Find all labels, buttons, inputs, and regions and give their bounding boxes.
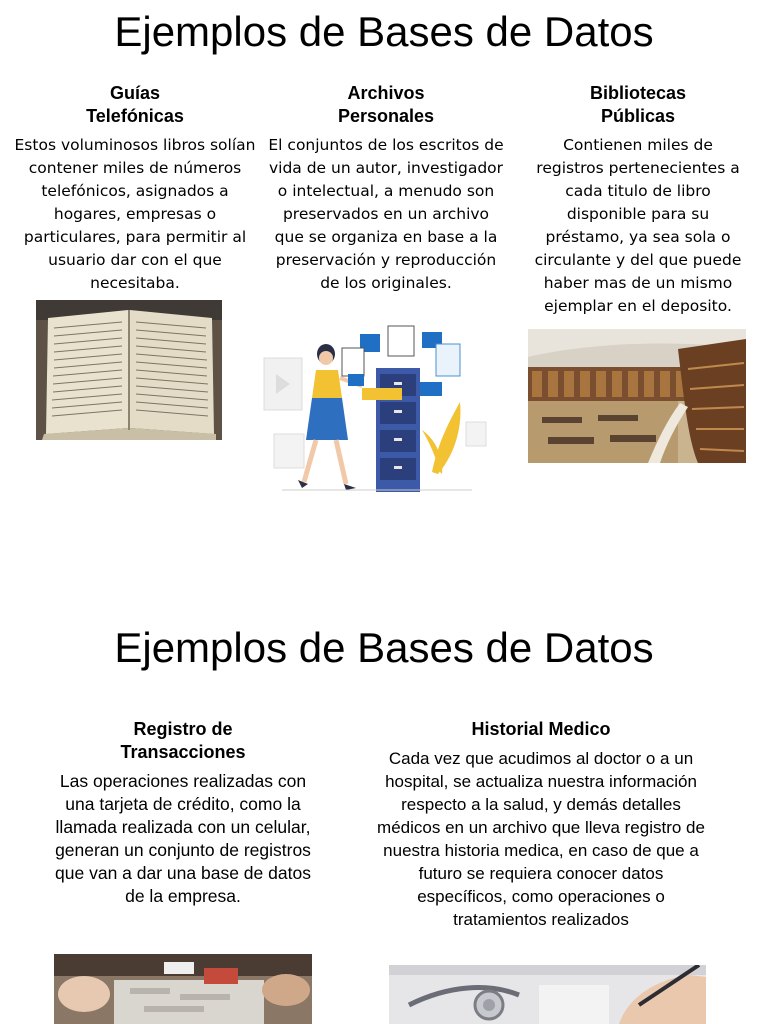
column-heading: Bibliotecas Públicas bbox=[589, 83, 687, 126]
woman-filing-cabinet-illustration bbox=[262, 322, 494, 494]
column-body: El conjuntos de los escritos de vida de un autor, investigador o intelectual, a menudo son preservados en un archivo que se organiza en base a la preservación y reproducción de los originales. bbox=[268, 136, 504, 292]
slide1-title: Ejemplos de Bases de Datos bbox=[114, 8, 654, 55]
column-body: Las operaciones realizadas con una tarjeta de crédito, como la llamada realizada con un celular, generan un conjunto de registros que van a dar una base de datos de la empresa. bbox=[55, 771, 311, 906]
column-heading: Guías Telefónicas bbox=[86, 83, 184, 126]
column-historial-medico bbox=[376, 718, 706, 931]
column-heading: Registro de Transacciones bbox=[120, 719, 246, 762]
column-heading: Archivos Personales bbox=[337, 83, 435, 126]
library-image bbox=[528, 329, 746, 463]
phone-book-photo bbox=[36, 300, 222, 440]
column-registro-transacciones bbox=[48, 718, 318, 908]
filing-illustration-image bbox=[262, 322, 494, 494]
column-body: Cada vez que acudimos al doctor o a un hospital, se actualiza nuestra información respecto a la salud, y demás detalles médicos en un archivo que lleva registro de nuestra historia medica, en caso de que a futuro se requiera conocer datos específicos, como operaciones o tratamientos realizados bbox=[377, 749, 705, 929]
column-archivos-personales bbox=[266, 82, 506, 295]
slide2-title: Ejemplos de Bases de Datos bbox=[114, 624, 654, 671]
column-guias-telefonicas bbox=[10, 82, 260, 295]
stethoscope-photo bbox=[389, 965, 706, 1024]
library-interior-photo bbox=[528, 329, 746, 463]
phone-book-image bbox=[36, 300, 222, 440]
column-body: Estos voluminosos libros solían contener miles de números telefónicos, asignados a hogares, empresas o particulares, para permitir al usuario dar con el que necesitaba. bbox=[14, 136, 256, 292]
column-body: Contienen miles de registros pertenecientes a cada titulo de libro disponible para su préstamo, ya sea sola o circulante y del que puede haber mas de un mismo ejemplar en el deposito. bbox=[534, 136, 742, 315]
stethoscope-image bbox=[389, 965, 706, 1024]
column-bibliotecas-publicas bbox=[528, 82, 748, 318]
column-heading: Historial Medico bbox=[471, 719, 611, 739]
business-meeting-photo bbox=[54, 954, 312, 1024]
meeting-image bbox=[54, 954, 312, 1024]
